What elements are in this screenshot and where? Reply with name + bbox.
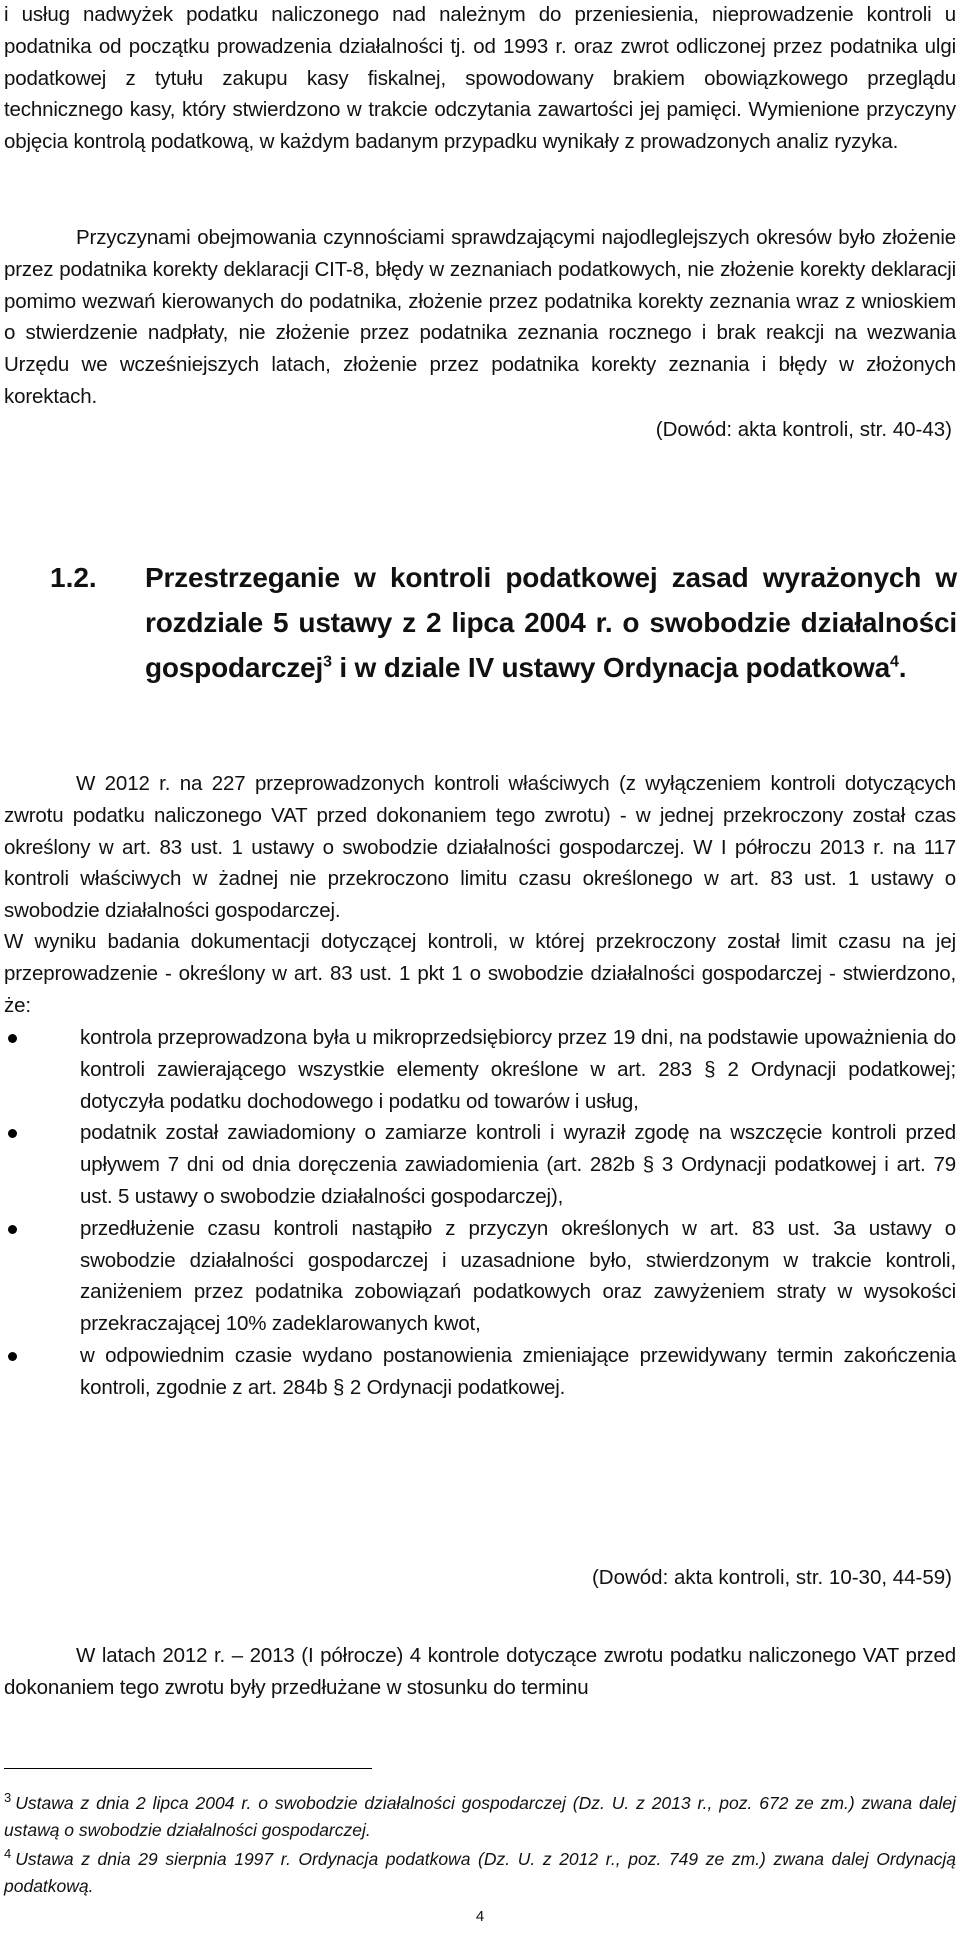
page-number: 4 [475,1908,485,1925]
footnote-3 [4,1790,956,1844]
list-item-text: podatnik został zawiadomiony o zamiarze kontroli i wyraził zgodę na wszczęcie kontroli przed upływem 7 dni od dnia doręczenia zawiadomienia (art. 282b § 3 Ordynacji podatkowej i art. 79 ust. 5 ustawy o swobodzie działalności gospodarczej), [80,1121,956,1208]
section-title-part-1: Przestrzeganie w kontroli podatkowej zasad wyrażonych w rozdziale 5 ustawy z 2 lipca 2004 r. o swobodzie działalności gospodarczej [145,562,957,683]
list-item [4,1117,956,1212]
footnote-4 [4,1846,956,1900]
footnote-text: Ustawa z dnia 2 lipca 2004 r. o swobodzie działalności gospodarczej (Dz. U. z 2013 r., poz. 672 ze zm.) zwana dalej ustawą o swobodzie działalności gospodarczej. [4,1793,956,1840]
bullet-icon [8,1034,17,1043]
footnote-number: 3 [4,1790,12,1806]
evidence-note-1: (Dowód: akta kontroli, str. 40-43) [655,418,952,441]
list-item [4,1213,956,1340]
footnote-text: Ustawa z dnia 29 sierpnia 1997 r. Ordynacja podatkowa (Dz. U. z 2012 r., poz. 749 ze zm.) zwana dalej Ordynacją podatkową. [4,1849,956,1896]
paragraph-5: W latach 2012 r. – 2013 (I półrocze) 4 kontrole dotyczące zwrotu podatku naliczonego VAT przed dokonaniem tego zwrotu były przedłużane w stosunku do terminu [4,1644,956,1699]
list-item [4,1022,956,1117]
list-item-text: w odpowiednim czasie wydano postanowienia zmieniające przewidywany termin zakończenia kontroli, zgodnie z art. 284b § 2 Ordynacji podatkowej. [80,1343,956,1399]
footnote-ref-4[interactable]: 4 [889,653,899,671]
bullet-icon [8,1129,17,1138]
footnote-separator [4,1768,372,1769]
paragraph-4: W wyniku badania dokumentacji dotyczącej kontroli, w której przekroczony został limit czasu na jej przeprowadzenie - określony w art. 83 ust. 1 pkt 1 o swobodzie działalności gospodarczej - stwierdzono, że: [4,930,956,1017]
evidence-note-2: (Dowód: akta kontroli, str. 10-30, 44-59) [591,1566,952,1589]
section-title-part-3: . [898,652,907,683]
bullet-icon [8,1352,17,1361]
paragraph-3: W 2012 r. na 227 przeprowadzonych kontroli właściwych (z wyłączeniem kontroli dotyczących zwrotu podatku naliczonego VAT przed dokonaniem tego zwrotu) - w jednej przekroczony został czas określony w art. 83 ust. 1 ustawy o swobodzie działalności gospodarczej. W I półroczu 2013 r. na 117 kontroli właściwych w żadnej nie przekroczono limitu czasu określonego w art. 83 ust. 1 ustawy o swobodzie działalności gospodarczej. [4,772,956,923]
section-title-part-2: i w dziale IV ustawy Ordynacja podatkowa [331,652,890,683]
bullet-icon [8,1225,17,1234]
paragraph-2: Przyczynami obejmowania czynnościami sprawdzającymi najodleglejszych okresów było złożenie przez podatnika korekty deklaracji CIT-8, błędy w zeznaniach podatkowych, nie złożenie korekty deklaracji pomimo wezwań kierowanych do podatnika, złożenie przez podatnika korekty zeznania wraz z wnioskiem o stwierdzenie nadpłaty, nie złożenie przez podatnika zeznania rocznego i brak reakcji na wezwania Urzędu we wcześniejszych latach, złożenie przez podatnika korekty zeznania i błędy w złożonych korektach. [4,226,956,408]
section-heading [0,555,960,745]
list-item-text: przedłużenie czasu kontroli nastąpiło z przyczyn określonych w art. 83 ust. 3a ustawy o swobodzie działalności gospodarczej i uzasadnione było, stwierdzonym w trakcie kontroli, zaniżeniem przez podatnika zobowiązań podatkowych oraz zawyżeniem straty w wysokości przekraczającej 10% zadeklarowanych kwot, [80,1216,956,1336]
footnote-ref-3[interactable]: 3 [323,653,332,671]
findings-list [4,1022,956,1404]
paragraph-1: i usług nadwyżek podatku naliczonego nad należnym do przeniesienia, nieprowadzenie kontroli u podatnika od początku prowadzenia działalności tj. od 1993 r. oraz zwrot odliczonej przez podatnika ulgi podatkowej z tytułu zakupu kasy fiskalnej, spowodowany brakiem obowiązkowego przeglądu technicznego kasy, który stwierdzono w trakcie odczytania zawartości jej pamięci. Wymienione przyczyny objęcia kontrolą podatkową, w każdym badanym przypadku wynikały z prowadzonych analiz ryzyka. [4,3,956,154]
list-item [4,1340,956,1404]
list-item-text: kontrola przeprowadzona była u mikroprzedsiębiorcy przez 19 dni, na podstawie upoważnienia do kontroli zawierającego wszystkie elementy określone w art. 283 § 2 Ordynacji podatkowej; dotyczyła podatku dochodowego i podatku od towarów i usług, [80,1026,956,1113]
section-number: 1.2. [50,562,97,593]
footnote-number: 4 [4,1846,12,1862]
section-title [145,555,957,690]
